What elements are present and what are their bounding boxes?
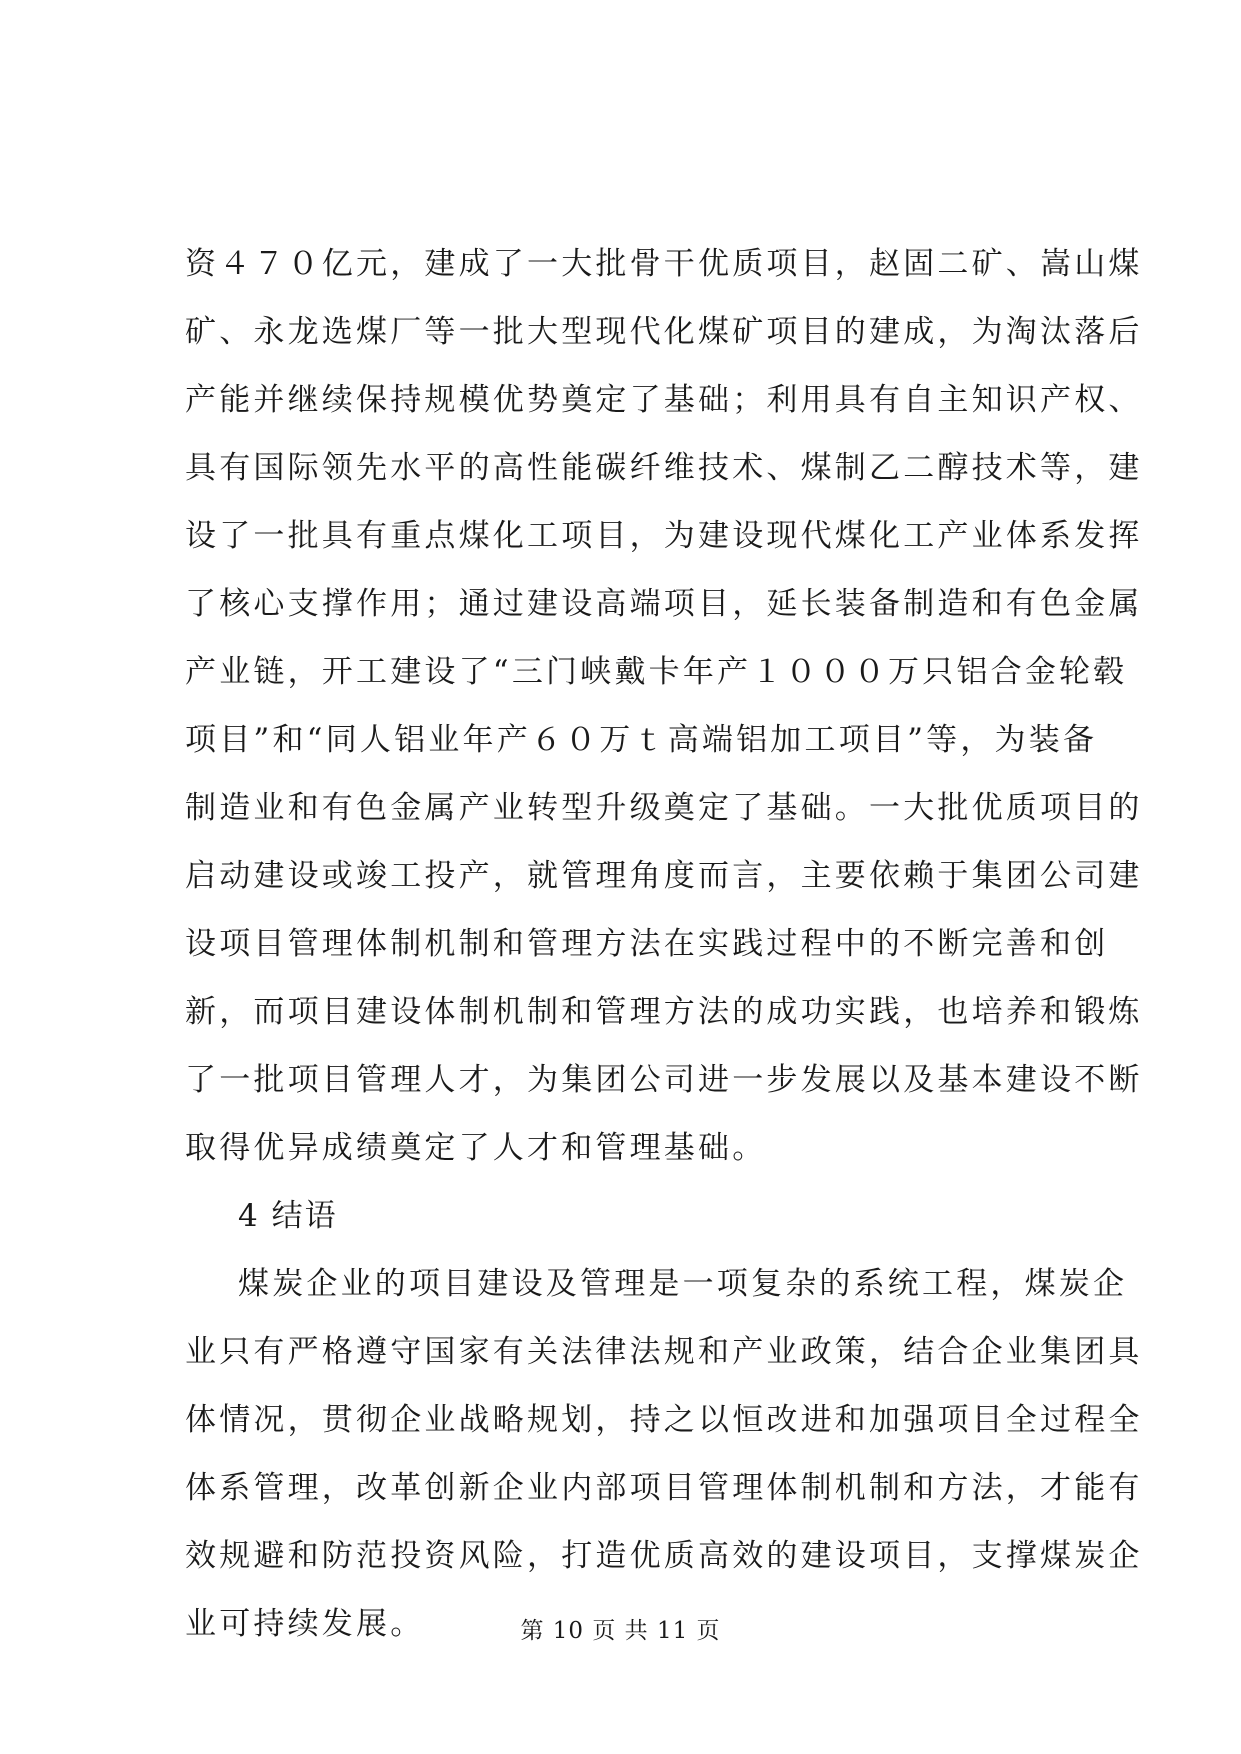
conclusion-line: 体情况，贯彻企业战略规划，持之以恒改进和加强项目全过程全: [185, 1402, 1143, 1438]
conclusion-line: 效规避和防范投资风险，打造优质高效的建设项目，支撑煤炭企: [185, 1538, 1143, 1574]
body-line: 矿、永龙选煤厂等一批大型现代化煤矿项目的建成，为淘汰落后: [185, 314, 1143, 350]
body-line: 了一批项目管理人才，为集团公司进一步发展以及基本建设不断: [185, 1062, 1143, 1098]
body-line: 启动建设或竣工投产，就管理角度而言，主要依赖于集团公司建: [185, 858, 1143, 894]
page-number: 第 10 页 共 11 页: [520, 1618, 721, 1644]
body-line: 项目”和“同人铝业年产６０万ｔ高端铝加工项目”等，为装备: [185, 722, 1098, 758]
body-line: 设项目管理体制机制和管理方法在实践过程中的不断完善和创: [185, 926, 1109, 962]
document-body: [185, 230, 1143, 1658]
body-line: 取得优异成绩奠定了人才和管理基础。: [185, 1130, 767, 1166]
body-line: 设了一批具有重点煤化工项目，为建设现代煤化工产业体系发挥: [185, 518, 1143, 554]
body-line: 制造业和有色金属产业转型升级奠定了基础。一大批优质项目的: [185, 790, 1143, 826]
conclusion-line: 业只有严格遵守国家有关法律法规和产业政策，结合企业集团具: [185, 1334, 1143, 1370]
body-line: 产业链，开工建设了“三门峡戴卡年产１０００万只铝合金轮毂: [185, 654, 1128, 690]
body-line: 资４７０亿元，建成了一大批骨干优质项目，赵固二矿、嵩山煤: [185, 246, 1143, 282]
conclusion-line: 业可持续发展。: [185, 1606, 425, 1642]
conclusion-line: 体系管理，改革创新企业内部项目管理体制机制和方法，才能有: [185, 1470, 1143, 1506]
body-line: 新，而项目建设体制机制和管理方法的成功实践，也培养和锻炼: [185, 994, 1143, 1030]
body-line: 了核心支撑作用；通过建设高端项目，延长装备制造和有色金属: [185, 586, 1143, 622]
section-heading: 4 结语: [238, 1198, 338, 1234]
body-line: 具有国际领先水平的高性能碳纤维技术、煤制乙二醇技术等，建: [185, 450, 1143, 486]
body-line: 产能并继续保持规模优势奠定了基础；利用具有自主知识产权、: [185, 382, 1143, 418]
conclusion-line: 煤炭企业的项目建设及管理是一项复杂的系统工程，煤炭企: [238, 1266, 1128, 1302]
